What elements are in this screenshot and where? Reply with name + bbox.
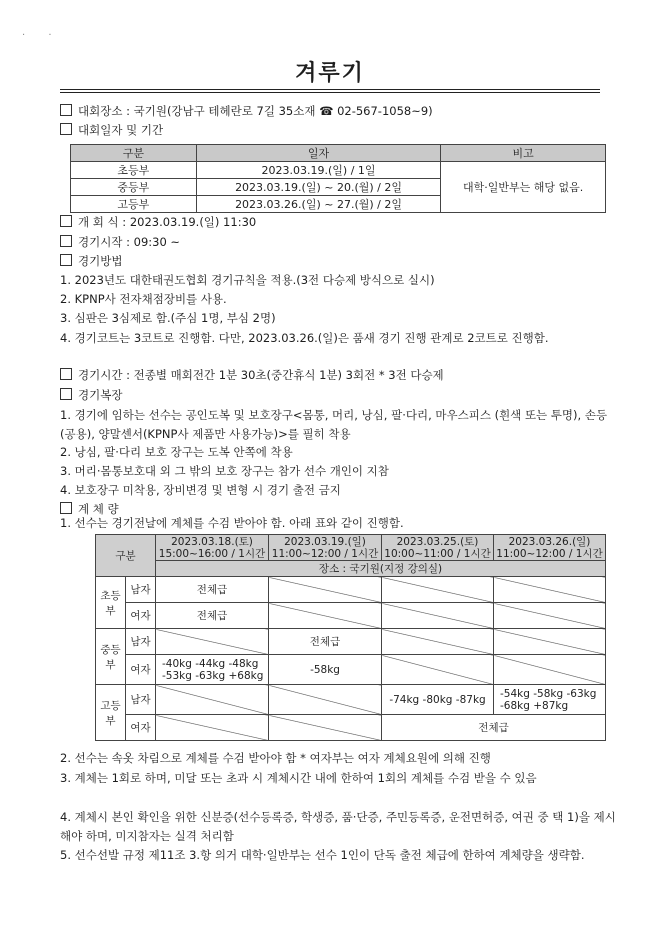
division-middle: 중등부 [96,629,126,685]
weigh-in-table [95,534,606,741]
header-dots: · · [22,30,62,41]
weigh-label: 계 체 량 [60,501,620,517]
weigh-item-3: 3. 계체는 1회로 하며, 미달 또는 초과 시 계체시간 내에 한하여 1회의 계체를 수검 받을 수 있음 [60,771,537,785]
division-elementary: 초등부 [96,577,126,629]
method-item-2: 2. KPNP사 전자채점장비를 사용. [60,292,227,306]
checkbox-icon [60,502,72,514]
table-row: 여자 전체급 [96,715,606,741]
schedule-table [70,144,606,213]
weigh-item-5: 5. 선수선발 규정 제11조 3.항 의거 대학·일반부는 선수 1인이 단독 출전 체급에 한하여 계체량을 생략함. [60,848,585,862]
title-underline [60,89,600,90]
checkbox-icon [60,104,72,116]
weigh-place: 장소 : 국기원(지정 강의실) [156,561,606,577]
attire-item-1: 1. 경기에 임하는 선수는 공인도복 및 보호장구<몸통, 머리, 낭심, 팔·다리, 마우스피스 (흰색 또는 투명), 손등(공용), 양말센서(KPNP사 제품만 사용가능)>를 필히 착용 [60,408,608,441]
method-label: 경기방법 [60,253,620,269]
table-row: 초등부 남자 전체급 [96,577,606,603]
checkbox-icon [60,123,72,135]
weigh-item-4: 4. 계체시 본인 확인을 위한 신분증(선수등록증, 학생증, 품·단증, 주민등록증, 운전면허증, 여권 중 택 1)을 제시해야 하며, 미지참자는 실격 처리함 [60,810,616,843]
table-row: 중등부 2023.03.19.(일) ~ 20.(월) / 2일 [71,179,606,196]
dates-label: 대회일자 및 기간 [60,122,620,138]
start-line: 경기시작 : 09:30 ~ [60,234,620,250]
schedule-header-division: 구분 [71,145,197,162]
attire-item-2: 2. 낭심, 팔·다리 보호 장구는 도복 안쪽에 착용 [60,445,293,459]
session-4: 2023.03.26.(일) 11:00~12:00 / 1시간 [494,535,606,561]
table-row: 고등부 남자 -74kg -80kg -87kg -54kg -58kg -63kg -68kg +87kg [96,685,606,715]
table-row: 초등부 2023.03.19.(일) / 1일 대학·일반부는 해당 없음. [71,162,606,179]
schedule-header-date: 일자 [196,145,441,162]
checkbox-icon [60,215,72,227]
checkbox-icon [60,368,72,380]
weigh-item-2: 2. 선수는 속옷 차림으로 계체를 수검 받아야 함 * 여자부는 여자 계체요원에 의해 진행 [60,751,491,765]
table-row: 여자 -40kg -44kg -48kg -53kg -63kg +68kg -58kg [96,655,606,685]
attire-item-4: 4. 보호장구 미착용, 장비변경 및 변형 시 경기 출전 금지 [60,483,341,497]
attire-label: 경기복장 [60,387,620,403]
opening-line: 개 회 식 : 2023.03.19.(일) 11:30 [60,214,620,230]
division-high: 고등부 [96,685,126,741]
venue-line: 대회장소 : 국기원(강남구 테헤란로 7길 35소재 ☎ 02-567-1058~9) [60,103,620,119]
schedule-header-note: 비고 [441,145,606,162]
table-row: 중등부 남자 전체급 [96,629,606,655]
session-3: 2023.03.25.(토) 10:00~11:00 / 1시간 [382,535,494,561]
attire-item-3: 3. 머리·몸통보호대 외 그 밖의 보호 장구는 참가 선수 개인이 지참 [60,464,389,478]
weigh-corner: 구분 [96,535,156,577]
session-1: 2023.03.18.(토) 15:00~16:00 / 1시간 [156,535,269,561]
weigh-item-1: 1. 선수는 경기전날에 계체를 수검 받아야 함. 아래 표와 같이 진행함. [60,516,404,530]
page-title: 겨루기 [295,61,365,86]
time-line: 경기시간 : 전종별 매회전간 1분 30초(중간휴식 1분) 3회전 * 3전 다승제 [60,367,620,383]
method-item-1: 1. 2023년도 대한태권도협회 경기규칙을 적용.(3전 다승제 방식으로 실시) [60,273,435,287]
method-item-4: 4. 경기코트는 3코트로 진행함. 다만, 2023.03.26.(일)은 품새 경기 진행 관계로 2코트로 진행함. [60,331,549,345]
schedule-note: 대학·일반부는 해당 없음. [441,162,606,213]
table-row: 고등부 2023.03.26.(일) ~ 27.(월) / 2일 [71,196,606,213]
checkbox-icon [60,235,72,247]
title-underline-2 [60,92,600,93]
table-row: 여자 전체급 [96,603,606,629]
checkbox-icon [60,254,72,266]
checkbox-icon [60,388,72,400]
session-2: 2023.03.19.(일) 11:00~12:00 / 1시간 [269,535,382,561]
method-item-3: 3. 심판은 3심제로 함.(주심 1명, 부심 2명) [60,311,276,325]
